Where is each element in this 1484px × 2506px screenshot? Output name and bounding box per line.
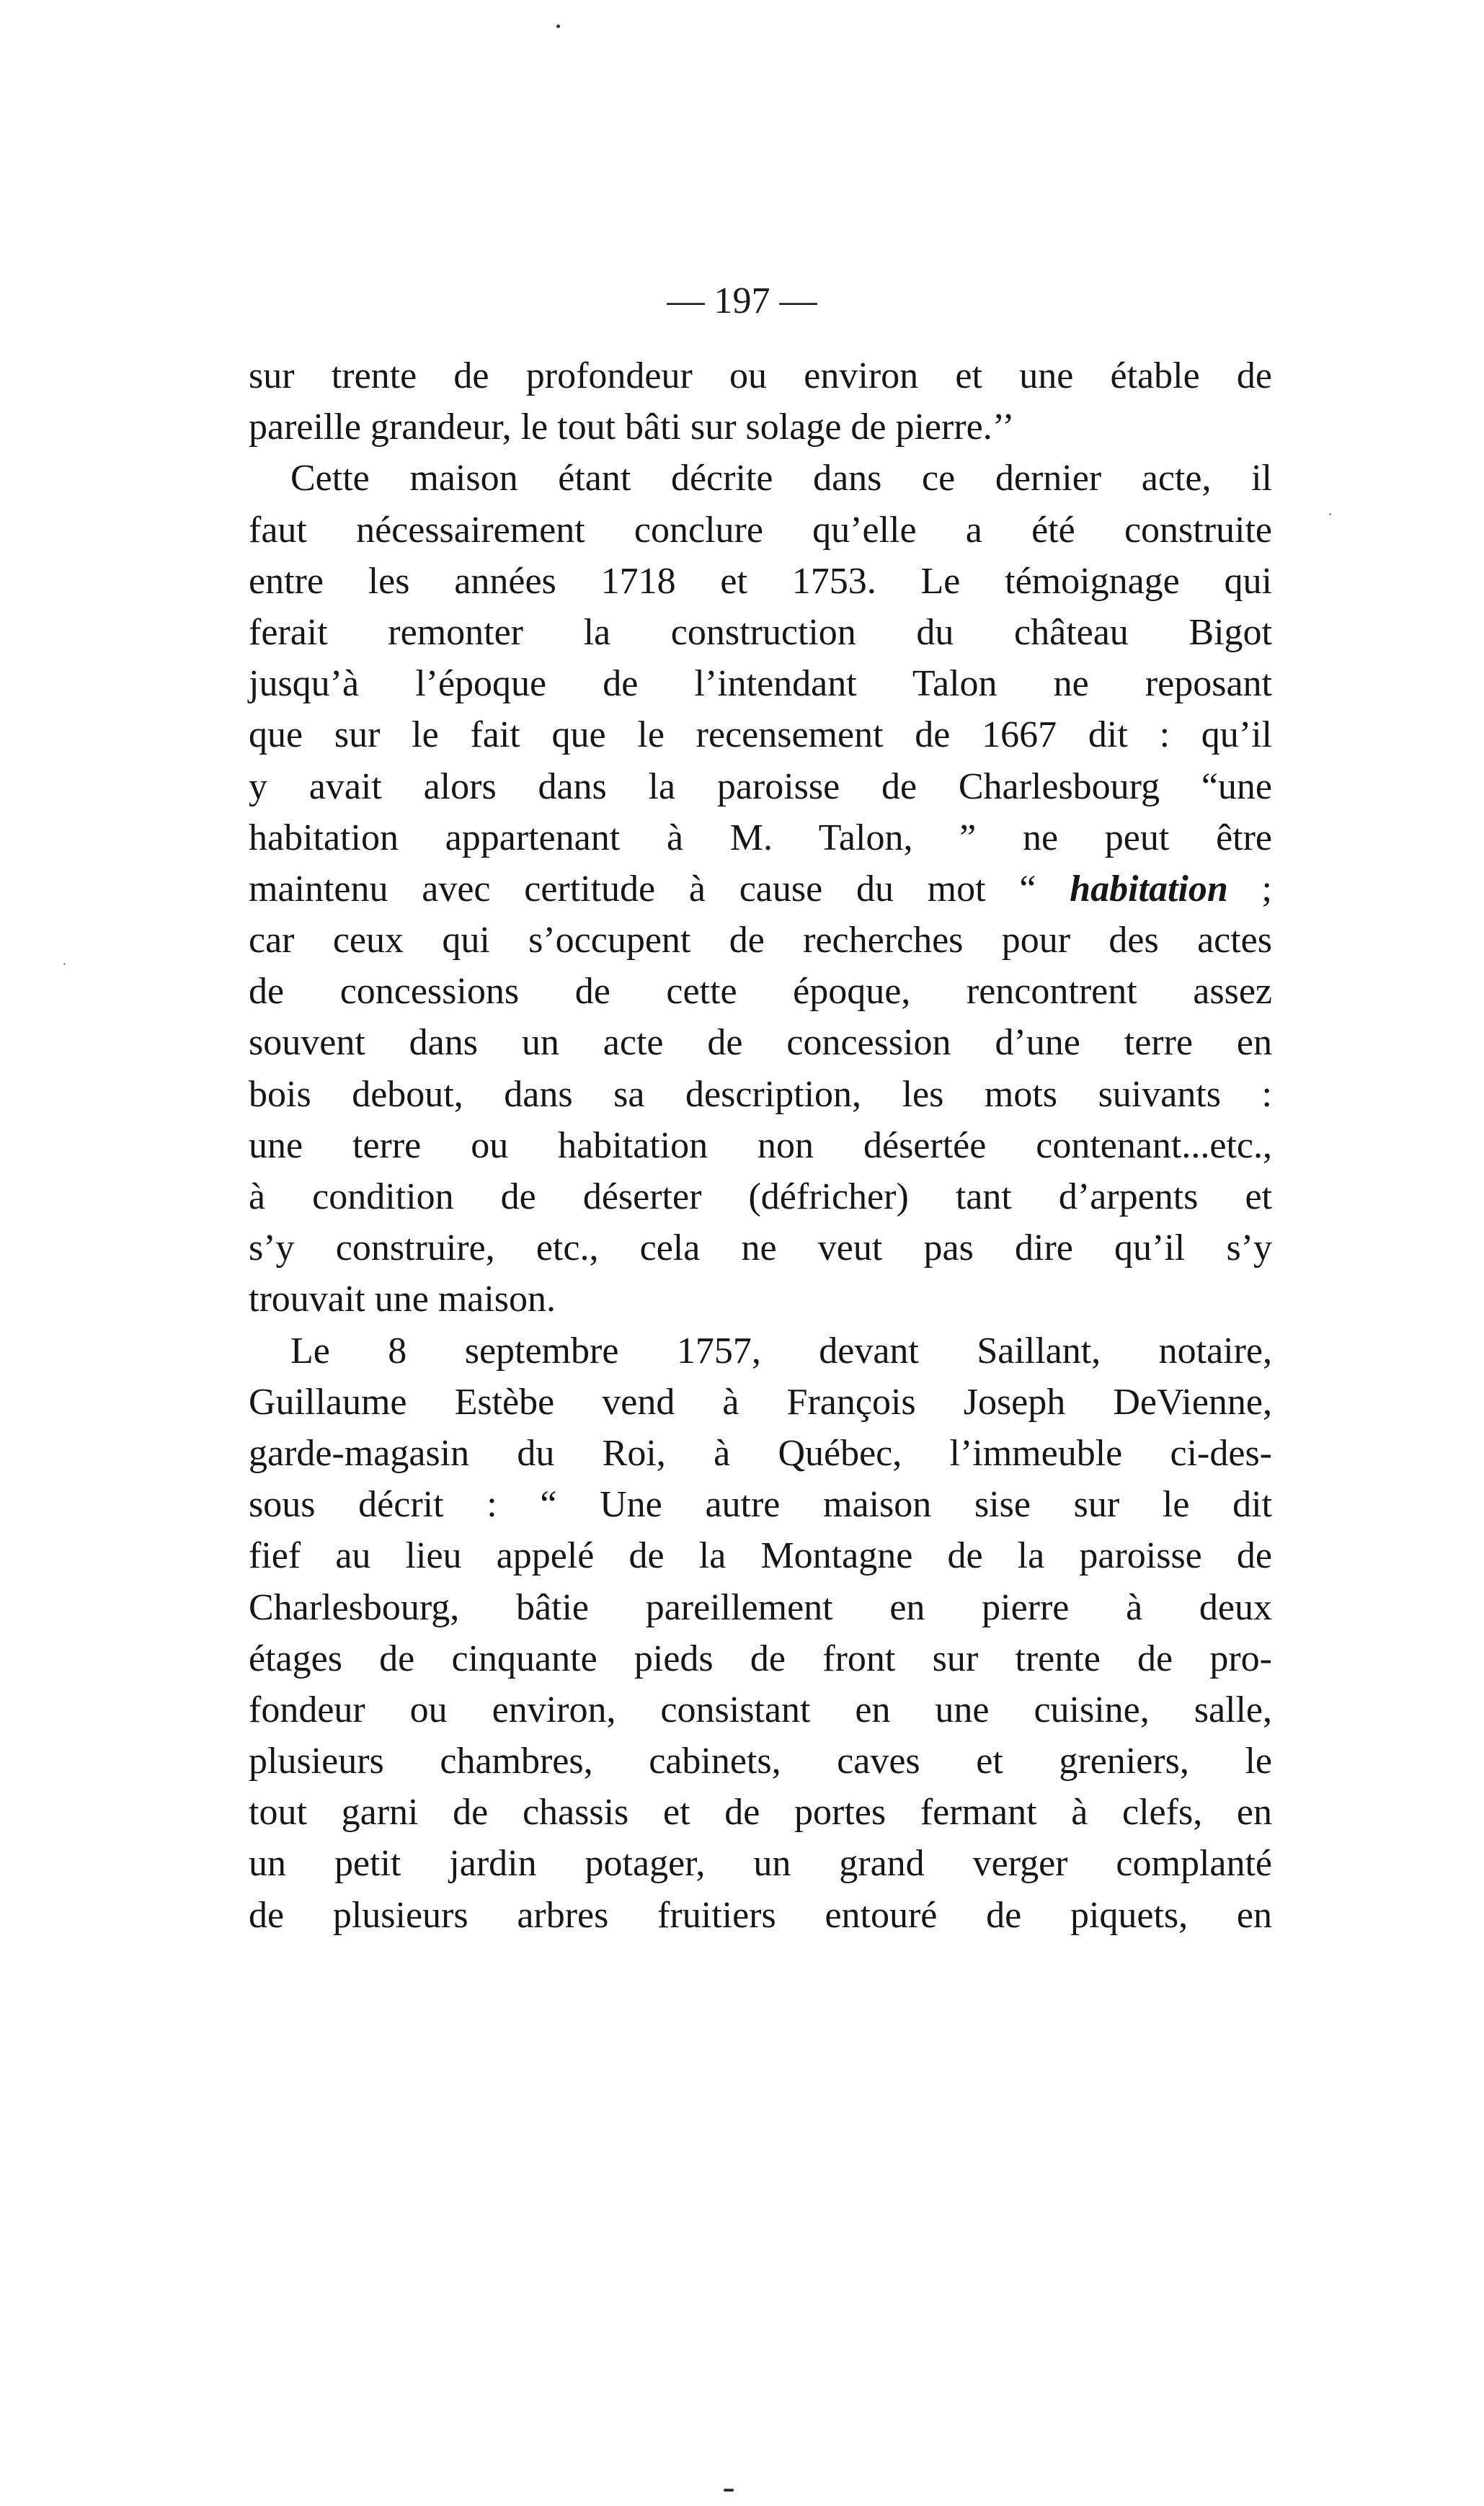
text-line-3: Cette maison étant décrite dans ce dernier acte, il xyxy=(290,458,1272,499)
body-text xyxy=(249,350,1272,1941)
text-line-7: jusqu’à l’époque de l’intendant Talon ne reposant xyxy=(249,663,1272,705)
italic-word: habitation xyxy=(1070,868,1228,910)
text-line-24: fief au lieu appelé de la Montagne de la paroisse de xyxy=(249,1535,1272,1577)
text-line-23: sous décrit : “ Une autre maison sise sur le dit xyxy=(249,1484,1272,1526)
text-line-13: de concessions de cette époque, rencontrent assez xyxy=(249,971,1272,1013)
text-line-28: plusieurs chambres, cabinets, caves et greniers, le xyxy=(249,1741,1272,1782)
text-line-11-start: maintenu avec certitude à cause du mot “ xyxy=(249,868,1070,910)
text-line-9: y avait alors dans la paroisse de Charlesbourg “une xyxy=(249,765,1272,807)
text-line-11 xyxy=(249,863,1272,915)
text-line-6: ferait remonter la construction du château Bigot xyxy=(249,611,1272,653)
page-number: — 197 — xyxy=(667,280,817,321)
text-line-4: faut nécessairement conclure qu’elle a été construite xyxy=(249,509,1272,551)
text-line-29: tout garni de chassis et de portes fermant à clefs, en xyxy=(249,1792,1272,1834)
text-line-25: Charlesbourg, bâtie pareillement en pierre à deux xyxy=(249,1586,1272,1628)
text-line-16: une terre ou habitation non désertée contenant...etc., xyxy=(249,1124,1272,1166)
text-line-31: de plusieurs arbres fruitiers entouré de piquets, en xyxy=(249,1894,1272,1936)
text-line-20: Le 8 septembre 1757, devant Saillant, notaire, xyxy=(290,1330,1272,1372)
text-line-18: s’y construire, etc., cela ne veut pas dire qu’il s’y xyxy=(249,1227,1272,1269)
text-line-1: sur trente de profondeur ou environ et une étable de xyxy=(249,355,1272,396)
text-line-22: garde-magasin du Roi, à Québec, l’immeuble ci-des- xyxy=(249,1432,1272,1474)
text-line-19: trouvait une maison. xyxy=(249,1279,556,1320)
text-line-30: un petit jardin potager, un grand verger complanté xyxy=(249,1843,1272,1885)
text-line-10: habitation appartenant à M. Talon, ” ne peut être xyxy=(249,817,1272,858)
text-line-21: Guillaume Estèbe vend à François Joseph DeVienne, xyxy=(249,1381,1272,1423)
text-line-27: fondeur ou environ, consistant en une cuisine, salle, xyxy=(249,1689,1272,1730)
text-line-11-end: ; xyxy=(1227,868,1273,910)
paper-speck xyxy=(63,963,66,965)
text-line-12: car ceux qui s’occupent de recherches pour des actes xyxy=(249,920,1272,961)
text-line-15: bois debout, dans sa description, les mots suivants : xyxy=(249,1073,1272,1115)
text-line-2: pareille grandeur, le tout bâti sur solage de pierre.’’ xyxy=(249,406,1015,448)
text-line-8: que sur le fait que le recensement de 1667 dit : qu’il xyxy=(249,714,1272,756)
text-line-17: à condition de déserter (défricher) tant d’arpents et xyxy=(249,1176,1272,1217)
text-line-26: étages de cinquante pieds de front sur trente de pro- xyxy=(249,1638,1272,1679)
text-line-5: entre les années 1718 et 1753. Le témoignage qui xyxy=(249,560,1272,602)
text-line-14: souvent dans un acte de concession d’une terre en xyxy=(249,1022,1272,1064)
paper-speck xyxy=(556,25,560,28)
paper-speck xyxy=(1329,513,1331,515)
paper-speck xyxy=(724,2489,734,2492)
